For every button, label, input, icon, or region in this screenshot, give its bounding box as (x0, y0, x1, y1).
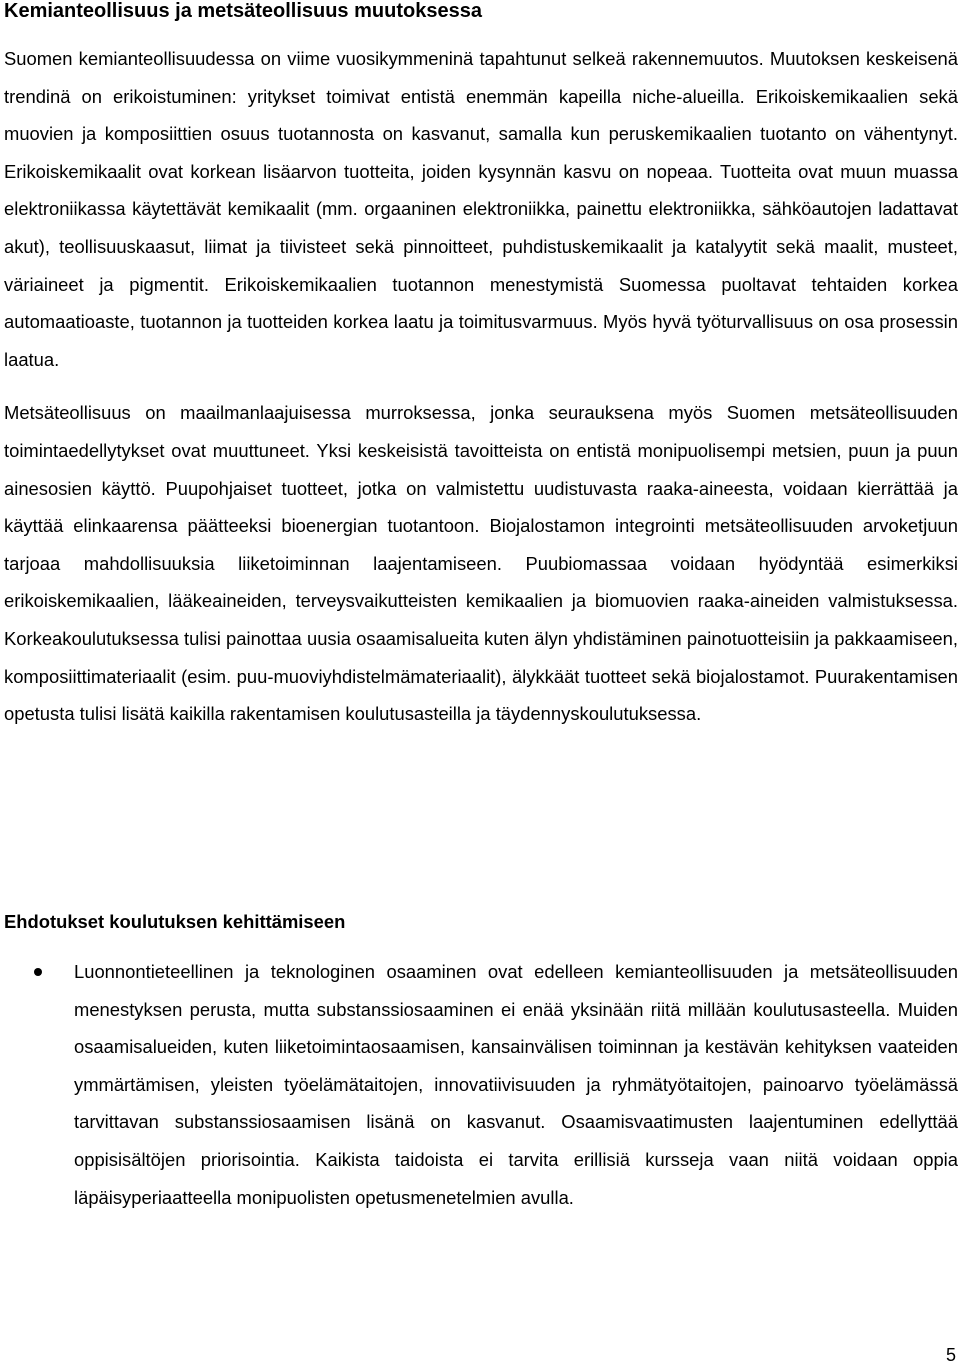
subsection-heading: Ehdotukset koulutuksen kehittämiseen (4, 911, 346, 932)
recommendation-list (4, 953, 958, 1216)
section-heading: Kemianteollisuus ja metsäteollisuus muutoksessa (4, 0, 482, 22)
page-number: 5 (945, 1345, 956, 1365)
bullet-icon (34, 968, 42, 976)
list-item-text: Luonnontieteellinen ja teknologinen osaaminen ovat edelleen kemianteollisuuden ja metsäteollisuuden menestyksen perusta, mutta substanssiosaaminen ei enää yksinään riitä millään koulutusasteella. Muiden osaamisalueiden, kuten liiketoimintaosaamisen, kansainvälisen toiminnan ja kestävän kehityksen vaateiden ymmärtämisen, yleisten työelämätaitojen, innovatiivisuuden ja ryhmätyötaitojen, painoarvo työelämässä tarvittavan substanssiosaamisen lisänä on kasvanut. Osaamisvaatimusten laajentuminen edellyttää oppisisältöjen priorisointia. Kaikista taidoista ei tarvita erillisiä kursseja vaan niitä voidaan oppia läpäisyperiaatteella monipuolisten opetusmenetelmien avulla. (74, 961, 958, 1208)
paragraph-forest-industry: Metsäteollisuus on maailmanlaajuisessa murroksessa, jonka seurauksena myös Suomen metsäteollisuuden toimintaedellytykset ovat muuttuneet. Yksi keskeisistä tavoitteista on entistä monipuolisempi metsien, puun ja puun ainesosien käyttö. Puupohjaiset tuotteet, jotka on valmistettu uudistuvasta raaka-aineesta, voidaan kierrättää ja käyttää elinkaarensa päätteeksi bioenergian tuotantoon. Biojalostamon integrointi metsäteollisuuden arvoketjuun tarjoaa mahdollisuuksia liiketoiminnan laajentamiseen. Puubiomassaa voidaan hyödyntää esimerkiksi erikoiskemikaalien, lääkeaineiden, terveysvaikutteisten kemikaalien ja biomuovien raaka-aineiden valmistuksessa. Korkeakoulutuksessa tulisi painottaa uusia osaamisalueita kuten älyn yhdistäminen painotuotteisiin ja pakkaamiseen, komposiittimateriaalit (esim. puu-muoviyhdistelmämateriaalit), älykkäät tuotteet sekä biojalostamot. Puurakentamisen opetusta tulisi lisätä kaikilla rakentamisen koulutusasteilla ja täydennyskoulutuksessa. (4, 402, 958, 725)
paragraph-chemical-industry: Suomen kemianteollisuudessa on viime vuosikymmeninä tapahtunut selkeä rakennemuutos. Muutoksen keskeisenä trendinä on erikoistuminen: yritykset toimivat entistä enemmän kapeilla niche-alueilla. Erikoiskemikaalien sekä muovien ja komposiittien osuus tuotannosta on kasvanut, samalla kun peruskemikaalien tuotanto on vähentynyt. Erikoiskemikaalit ovat korkean lisäarvon tuotteita, joiden kysynnän kasvu on nopeaa. Tuotteita ovat muun muassa elektroniikassa käytettävät kemikaalit (mm. orgaaninen elektroniikka, painettu elektroniikka, sähköautojen ladattavat akut), teollisuuskaasut, liimat ja tiivisteet sekä pinnoitteet, puhdistuskemikaalit ja katalyytit sekä maalit, musteet, väriaineet ja pigmentit. Erikoiskemikaalien tuotannon menestymistä Suomessa puoltavat tehtaiden korkea automaatioaste, tuotannon ja tuotteiden korkea laatu ja toimitusvarmuus. Myös hyvä työturvallisuus on osa prosessin laatua. (4, 48, 958, 370)
list-item (4, 953, 958, 1216)
document-page (4, 0, 958, 733)
